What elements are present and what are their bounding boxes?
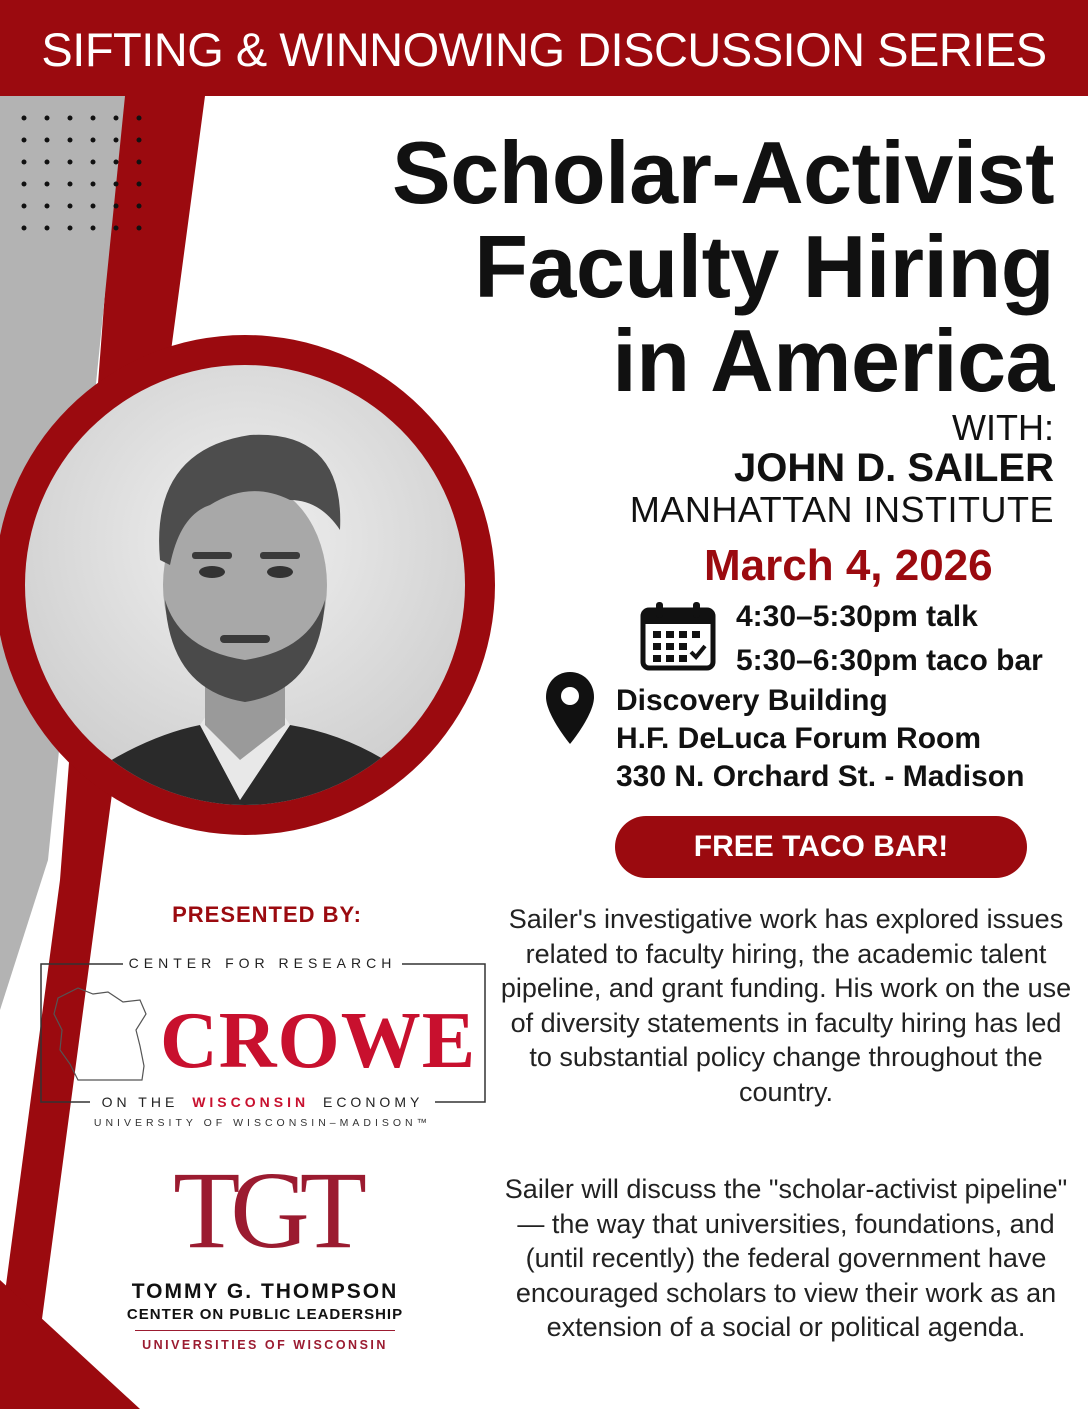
speaker-name: JOHN D. SAILER: [733, 446, 1054, 490]
tgt-name: TOMMY G. THOMPSON: [131, 1280, 399, 1303]
event-title-line-1: Scholar-Activist: [392, 123, 1054, 222]
free-taco-bar-label: FREE TACO BAR!: [693, 830, 949, 863]
speaker-affiliation: MANHATTAN INSTITUTE: [629, 489, 1054, 530]
tgt-divider: [135, 1330, 395, 1331]
with-label: WITH:: [952, 407, 1054, 448]
event-title-line-3: in America: [612, 311, 1054, 410]
tgt-university: UNIVERSITIES OF WISCONSIN: [142, 1338, 388, 1352]
event-title: [154, 123, 1054, 410]
location-pin-icon: [544, 670, 596, 746]
description-paragraph-2: Sailer will discuss the "scholar-activist pipeline" — the way that universities, foundations, and (until recently) the federal government have encouraged scholars to view their work as an extension of a social or political agenda.: [504, 1174, 1068, 1342]
crowe-bottom-text: ON THE WISCONSIN ECONOMY: [40, 1094, 485, 1110]
crowe-university: UNIVERSITY OF WISCONSIN–MADISON™: [93, 1117, 432, 1129]
calendar-icon: [640, 600, 716, 672]
description-paragraph-1: Sailer's investigative work has explored issues related to faculty hiring, the academic talent pipeline, and grant funding. His work on the use of diversity statements in faculty hiring has led to substantial policy change throughout the country.: [500, 904, 1072, 1107]
talk-time: 4:30–5:30pm talk: [736, 600, 978, 633]
series-title: SIFTING & WINNOWING DISCUSSION SERIES: [41, 23, 1047, 76]
tgt-subtitle: CENTER ON PUBLIC LEADERSHIP: [126, 1306, 404, 1323]
crowe-top-text: CENTER FOR RESEARCH: [40, 955, 485, 971]
taco-bar-time: 5:30–6:30pm taco bar: [736, 644, 1043, 677]
presented-by-label: PRESENTED BY:: [172, 902, 362, 927]
location-building: Discovery Building: [616, 684, 888, 717]
location-room: H.F. DeLuca Forum Room: [616, 722, 982, 755]
event-date: March 4, 2026: [704, 541, 993, 590]
tgt-monogram: TGT: [173, 1149, 357, 1271]
crowe-wordmark: CROWE: [160, 997, 477, 1085]
wisconsin-map-icon: [48, 980, 158, 1090]
location-address: 330 N. Orchard St. - Madison: [616, 760, 1025, 793]
event-title-line-2: Faculty Hiring: [474, 217, 1054, 316]
